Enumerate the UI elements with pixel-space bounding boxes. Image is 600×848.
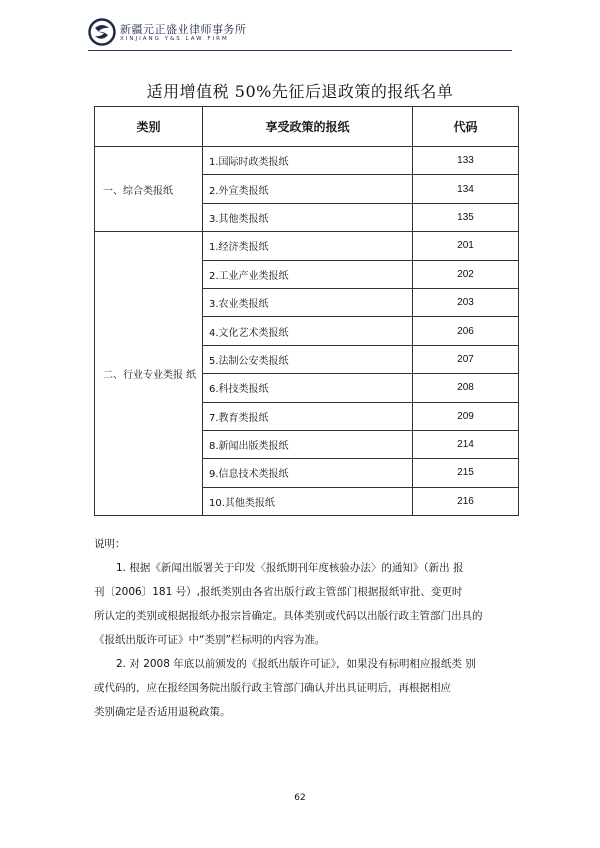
note-1-line: 《报纸出版许可证》中“类别”栏标明的内容为准。	[94, 634, 326, 646]
header-newspaper: 享受政策的报纸	[203, 107, 413, 147]
table-header-row	[95, 107, 519, 147]
note-2-line: 或代码的，应在报经国务院出版行政主管部门确认并出具证明后，再根据相应	[94, 682, 451, 694]
newspaper-code: 207	[413, 345, 519, 373]
page-title: 适用增值税 50%先征后退政策的报纸名单	[146, 82, 454, 101]
newspaper-code: 216	[413, 487, 519, 515]
newspaper-name: 3.农业类报纸	[203, 288, 413, 316]
newspaper-code: 133	[413, 147, 519, 175]
newspaper-code: 214	[413, 430, 519, 458]
table-row	[95, 232, 519, 260]
newspaper-code: 203	[413, 288, 519, 316]
header-divider	[88, 50, 512, 51]
newspaper-name: 10.其他类报纸	[203, 487, 413, 515]
note-1-line: 刊〔2006〕181 号）,报纸类别由各省出版行政主管部门根据报纸审批、变更时	[94, 586, 463, 598]
newspaper-code: 201	[413, 232, 519, 260]
newspaper-code: 215	[413, 459, 519, 487]
note-1-line: 所认定的类别或根据报纸办报宗旨确定。具体类别或代码以出版行政主管部门出具的	[94, 610, 483, 622]
note-1-line: 1. 根据《新闻出版署关于印发〈报纸期刊年度核验办法〉的通知》（新出 报	[116, 562, 464, 574]
newspaper-list-table	[94, 106, 519, 516]
newspaper-code: 135	[413, 203, 519, 231]
table-row	[95, 147, 519, 175]
newspaper-name: 1.经济类报纸	[203, 232, 413, 260]
newspaper-code: 209	[413, 402, 519, 430]
notes-label: 说明：	[94, 538, 126, 550]
category-cell: 二、行业专业类报 纸	[95, 232, 203, 516]
newspaper-name: 3.其他类报纸	[203, 203, 413, 231]
firm-name-english: XINJIANG Y&S LAW FIRM	[120, 36, 229, 42]
header-category: 类别	[95, 107, 203, 147]
newspaper-name: 1.国际时政类报纸	[203, 147, 413, 175]
note-2-line: 2. 对 2008 年底以前颁发的《报纸出版许可证》，如果没有标明相应报纸类 别	[116, 658, 476, 670]
newspaper-name: 9.信息技术类报纸	[203, 459, 413, 487]
newspaper-name: 6.科技类报纸	[203, 374, 413, 402]
newspaper-code: 206	[413, 317, 519, 345]
firm-name: 新疆元正盛业律师事务所	[120, 23, 247, 36]
page-header	[88, 16, 518, 50]
newspaper-name: 7.教育类报纸	[203, 402, 413, 430]
newspaper-name: 2.外宣类报纸	[203, 175, 413, 203]
newspaper-name: 4.文化艺术类报纸	[203, 317, 413, 345]
newspaper-code: 208	[413, 374, 519, 402]
note-2-line: 类别确定是否适用退税政策。	[94, 706, 231, 718]
notes-section	[94, 532, 518, 724]
newspaper-name: 2.工业产业类报纸	[203, 260, 413, 288]
page-number: 62	[294, 793, 306, 803]
newspaper-name: 8.新闻出版类报纸	[203, 430, 413, 458]
newspaper-code: 134	[413, 175, 519, 203]
newspaper-name: 5.法制公安类报纸	[203, 345, 413, 373]
header-code: 代码	[413, 107, 519, 147]
newspaper-code: 202	[413, 260, 519, 288]
firm-logo-icon	[88, 18, 116, 46]
category-cell: 一、综合类报纸	[95, 147, 203, 232]
